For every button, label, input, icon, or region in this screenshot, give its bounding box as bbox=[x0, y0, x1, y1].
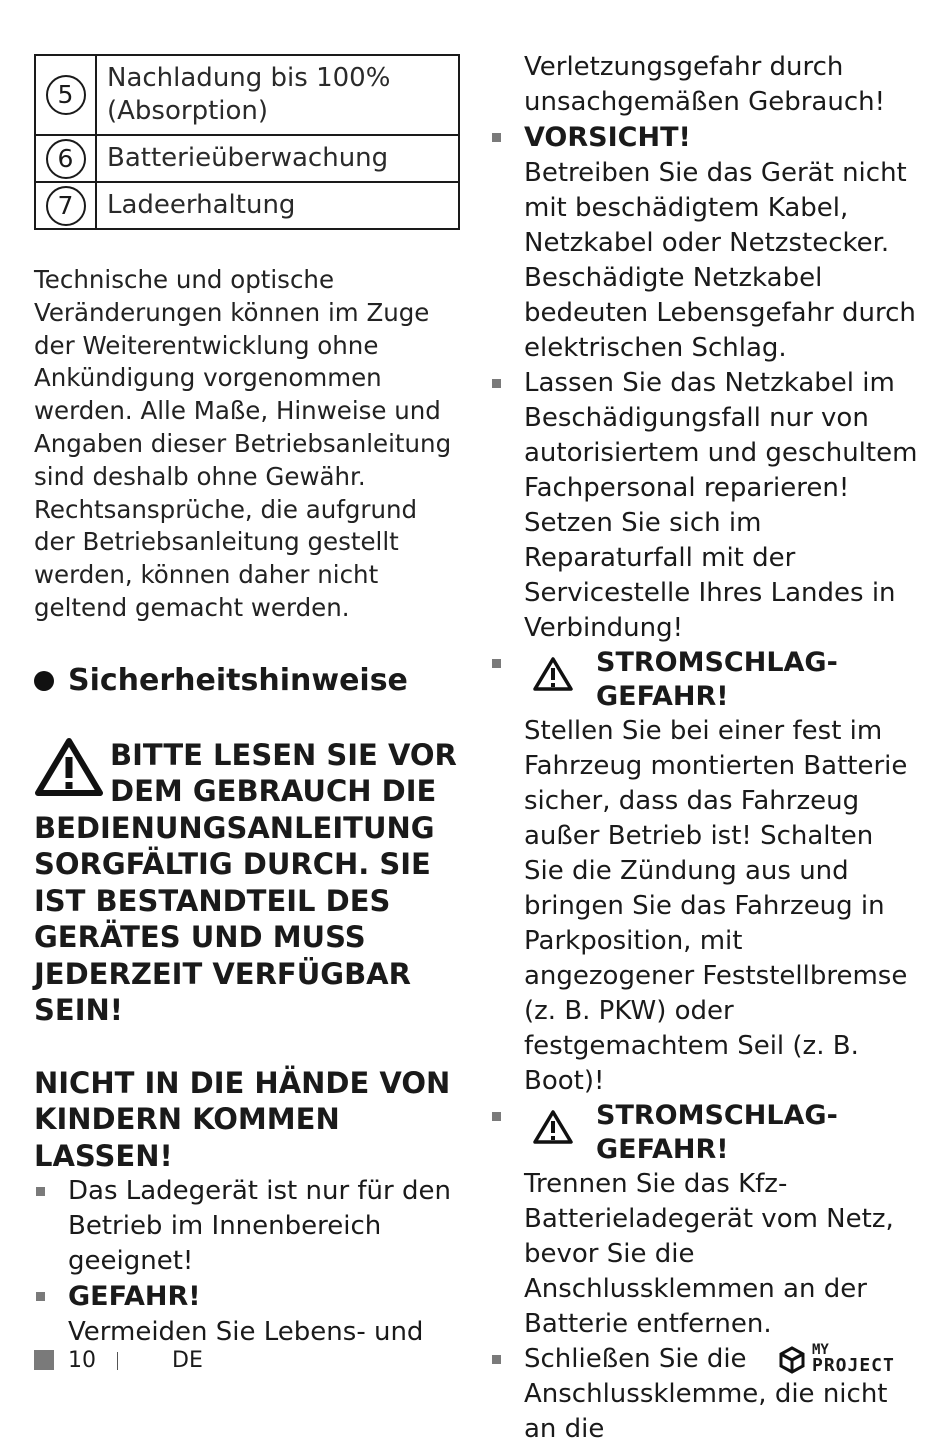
danger-text: Vermeiden Sie Lebens- und bbox=[68, 1317, 424, 1348]
left-safety-list bbox=[34, 1174, 462, 1350]
section-heading bbox=[34, 661, 462, 701]
step-number: 5 bbox=[46, 75, 86, 115]
step-table bbox=[34, 54, 460, 230]
list-item bbox=[34, 1279, 462, 1350]
read-manual-warning bbox=[34, 737, 462, 1029]
table-row bbox=[35, 135, 459, 182]
cube-logo-icon bbox=[778, 1346, 806, 1374]
clamp-text: Schließen Sie die Anschlussklemme, die nicht an die bbox=[524, 1344, 888, 1444]
step-text: Nachladung bis 100% (Absorption) bbox=[96, 55, 459, 135]
warning-triangle-icon bbox=[532, 656, 574, 692]
caution-text: Betreiben Sie das Gerät nicht mit beschädigtem Kabel, Netzkabel oder Netzstecker. Beschädigte Netzkabel bedeuten Lebensgefahr durch elektrischen Schlag. bbox=[524, 158, 916, 363]
disconnect-text: Trennen Sie das Kfz-Batterieladegerät vom Netz, bevor Sie die Anschlussklemmen an der Batterie entfernen. bbox=[524, 1169, 894, 1339]
left-column bbox=[34, 54, 462, 1350]
children-warning: NICHT IN DIE HÄNDE VON KINDERN KOMMEN LASSEN! bbox=[34, 1065, 451, 1173]
table-row bbox=[35, 182, 459, 229]
repair-text: Lassen Sie das Netzkabel im Beschädigungsfall nur von autorisiertem und geschultem Fachpersonal reparieren! Setzen Sie sich im Reparaturfall mit der Servicestelle Ihres Landes in Verbindung! bbox=[524, 368, 918, 643]
square-bullet-icon bbox=[492, 1112, 501, 1121]
danger-label: GEFAHR! bbox=[68, 1281, 201, 1313]
list-item bbox=[490, 1099, 920, 1342]
disclaimer-text: Technische und optische Veränderungen können im Zuge der Weiterentwicklung ohne Ankündigung vorgenommen werden. Alle Maße, Hinweise und Angaben dieser Betriebsanleitung sind deshalb ohne Gewähr. Rechtsansprüche, die aufgrund der Betriebsanleitung gestellt werden, können daher nicht geltend gemacht werden. bbox=[34, 265, 452, 622]
list-item-continued bbox=[490, 50, 920, 120]
shock-hazard-label: STROMSCHLAG-GEFAHR! bbox=[596, 1100, 838, 1165]
bullet-icon bbox=[34, 671, 54, 691]
table-row bbox=[35, 55, 459, 135]
read-manual-text: BITTE LESEN SIE VOR DEM GEBRAUCH DIE BEDIENUNGSANLEITUNG SORGFÄLTIG DURCH. SIE IST BESTANDTEIL DES GERÄTES UND MUSS JEDERZEIT VERFÜGBAR SEIN! bbox=[34, 737, 457, 1028]
square-bullet-icon bbox=[492, 133, 501, 142]
footer-divider bbox=[117, 1352, 118, 1370]
page-footer bbox=[0, 1342, 950, 1376]
continued-text: Verletzungsgefahr durch unsachgemäßen Gebrauch! bbox=[524, 52, 886, 117]
step-text: Batterieüberwachung bbox=[96, 135, 459, 182]
list-item bbox=[490, 120, 920, 366]
shock-hazard-label: STROMSCHLAG-GEFAHR! bbox=[596, 647, 838, 712]
shock-hazard-heading bbox=[524, 1099, 920, 1167]
page-number: 10 bbox=[68, 1348, 96, 1373]
language-code: DE bbox=[172, 1348, 203, 1373]
warning-triangle-icon bbox=[34, 737, 104, 797]
step-number: 6 bbox=[46, 139, 86, 179]
right-column bbox=[490, 50, 920, 1447]
list-item bbox=[490, 646, 920, 1099]
brand-logo bbox=[778, 1342, 918, 1376]
square-bullet-icon bbox=[492, 379, 501, 388]
step-text: Ladeerhaltung bbox=[96, 182, 459, 229]
list-item bbox=[490, 366, 920, 646]
section-title: Sicherheitshinweise bbox=[68, 662, 408, 698]
shock-hazard-text: Stellen Sie bei einer fest im Fahrzeug montierten Batterie sicher, dass das Fahrzeug außer Betrieb ist! Schalten Sie die Zündung aus und bringen Sie das Fahrzeug in Parkposition, mit angezogener Feststellbremse (z. B. PKW) oder festgemachtem Seil (z. B. Boot)! bbox=[524, 716, 908, 1096]
list-item bbox=[34, 1174, 462, 1279]
square-bullet-icon bbox=[492, 659, 501, 668]
warning-triangle-icon bbox=[532, 1109, 574, 1145]
square-bullet-icon bbox=[36, 1187, 45, 1196]
indoor-use-text: Das Ladegerät ist nur für den Betrieb im Innenbereich geeignet! bbox=[68, 1176, 451, 1277]
brand-wordmark: MY PROJECT bbox=[812, 1342, 895, 1376]
right-safety-list bbox=[490, 50, 920, 1447]
shock-hazard-heading bbox=[524, 646, 920, 714]
footer-square-icon bbox=[34, 1350, 54, 1370]
step-number: 7 bbox=[46, 186, 86, 226]
square-bullet-icon bbox=[36, 1292, 45, 1301]
caution-label: VORSICHT! bbox=[524, 122, 691, 153]
